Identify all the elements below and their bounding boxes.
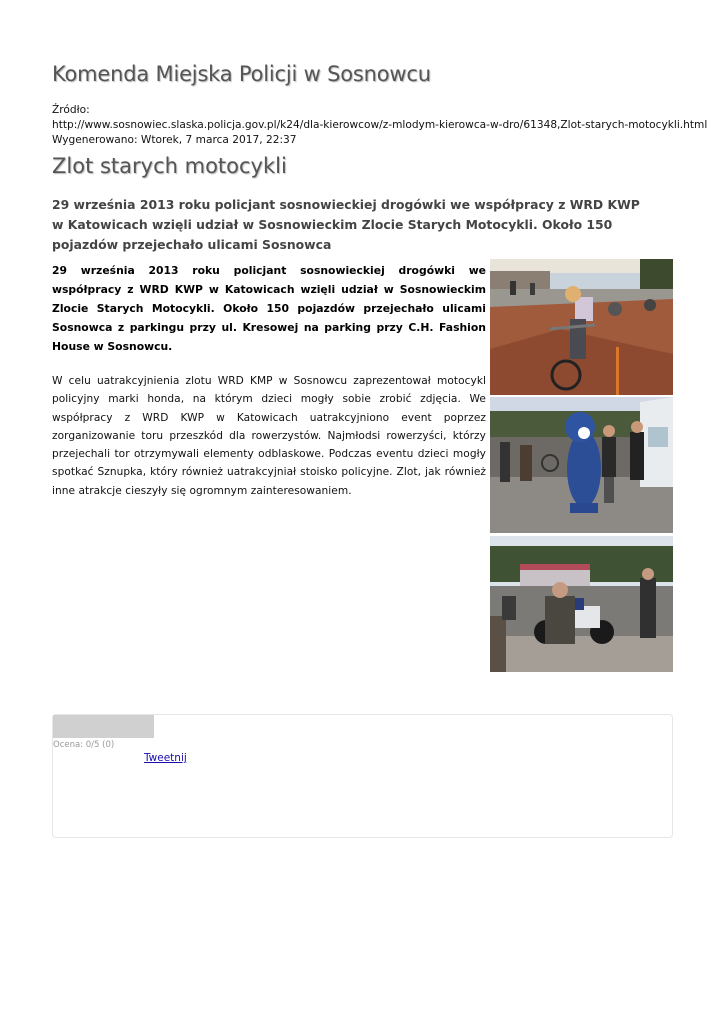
rating-text: Ocena: 0/5 (0) — [53, 740, 115, 750]
site-title: Komenda Miejska Policji w Sosnowcu — [52, 62, 431, 86]
photo-mascot-sznupek[interactable] — [490, 397, 673, 533]
rating-stars-bar[interactable] — [53, 715, 154, 738]
article-title: Zlot starych motocykli — [52, 154, 287, 178]
rating-panel — [52, 714, 673, 838]
source-label: Źródło: — [52, 104, 90, 116]
article-intro: 29 września 2013 roku policjant sosnowieckiej drogówki we współpracy z WRD KWP w Katowicach wzięli udział w Sosnowieckim Zlocie Starych Motocykli. Około 150 pojazdów przejechało ulicami Sosnowca z parkingu przy ul. Kresowej na parking przy C.H. Fashion House w Sosnowcu. — [52, 264, 486, 353]
photo-police-motorcycle[interactable] — [490, 536, 673, 672]
article-body: W celu uatrakcyjnienia zlotu WRD KMP w Sosnowcu zaprezentował motocykl policyjny marki honda, na którym dzieci mogły sobie zrobić zdjęcia. We współpracy z WRD KWP w Katowicach uatrakcyjniono event poprzez zorganizowanie toru przeszkód dla rowerzystów. Najmłodsi rowerzyści, którzy przejechali tor otrzymywali elementy odblaskowe. Podczas eventu dzieci mogły spotkać Sznupka, który również uatrakcyjniał stoisko policyjne. Zlot, jak również inne atrakcje cieszyły się ogromnym zainteresowaniem. — [52, 375, 486, 497]
source-meta — [52, 103, 708, 148]
source-url: http://www.sosnowiec.slaska.policja.gov.pl/k24/dla-kierowcow/z-mlodym-kierowca-w-dro/61348,Zlot-starych-motocykli.html — [52, 119, 708, 131]
article-lead: 29 września 2013 roku policjant sosnowieckiej drogówki we współpracy z WRD KWP w Katowicach wzięli udział w Sosnowieckim Zlocie Starych Motocykli. Około 150 pojazdów przejechało ulicami Sosnowca — [52, 197, 640, 252]
generated-date: Wygenerowano: Wtorek, 7 marca 2017, 22:37 — [52, 134, 297, 146]
photo-girl-on-bicycle[interactable] — [490, 259, 673, 395]
tweet-link[interactable]: Tweetnij — [144, 752, 187, 764]
